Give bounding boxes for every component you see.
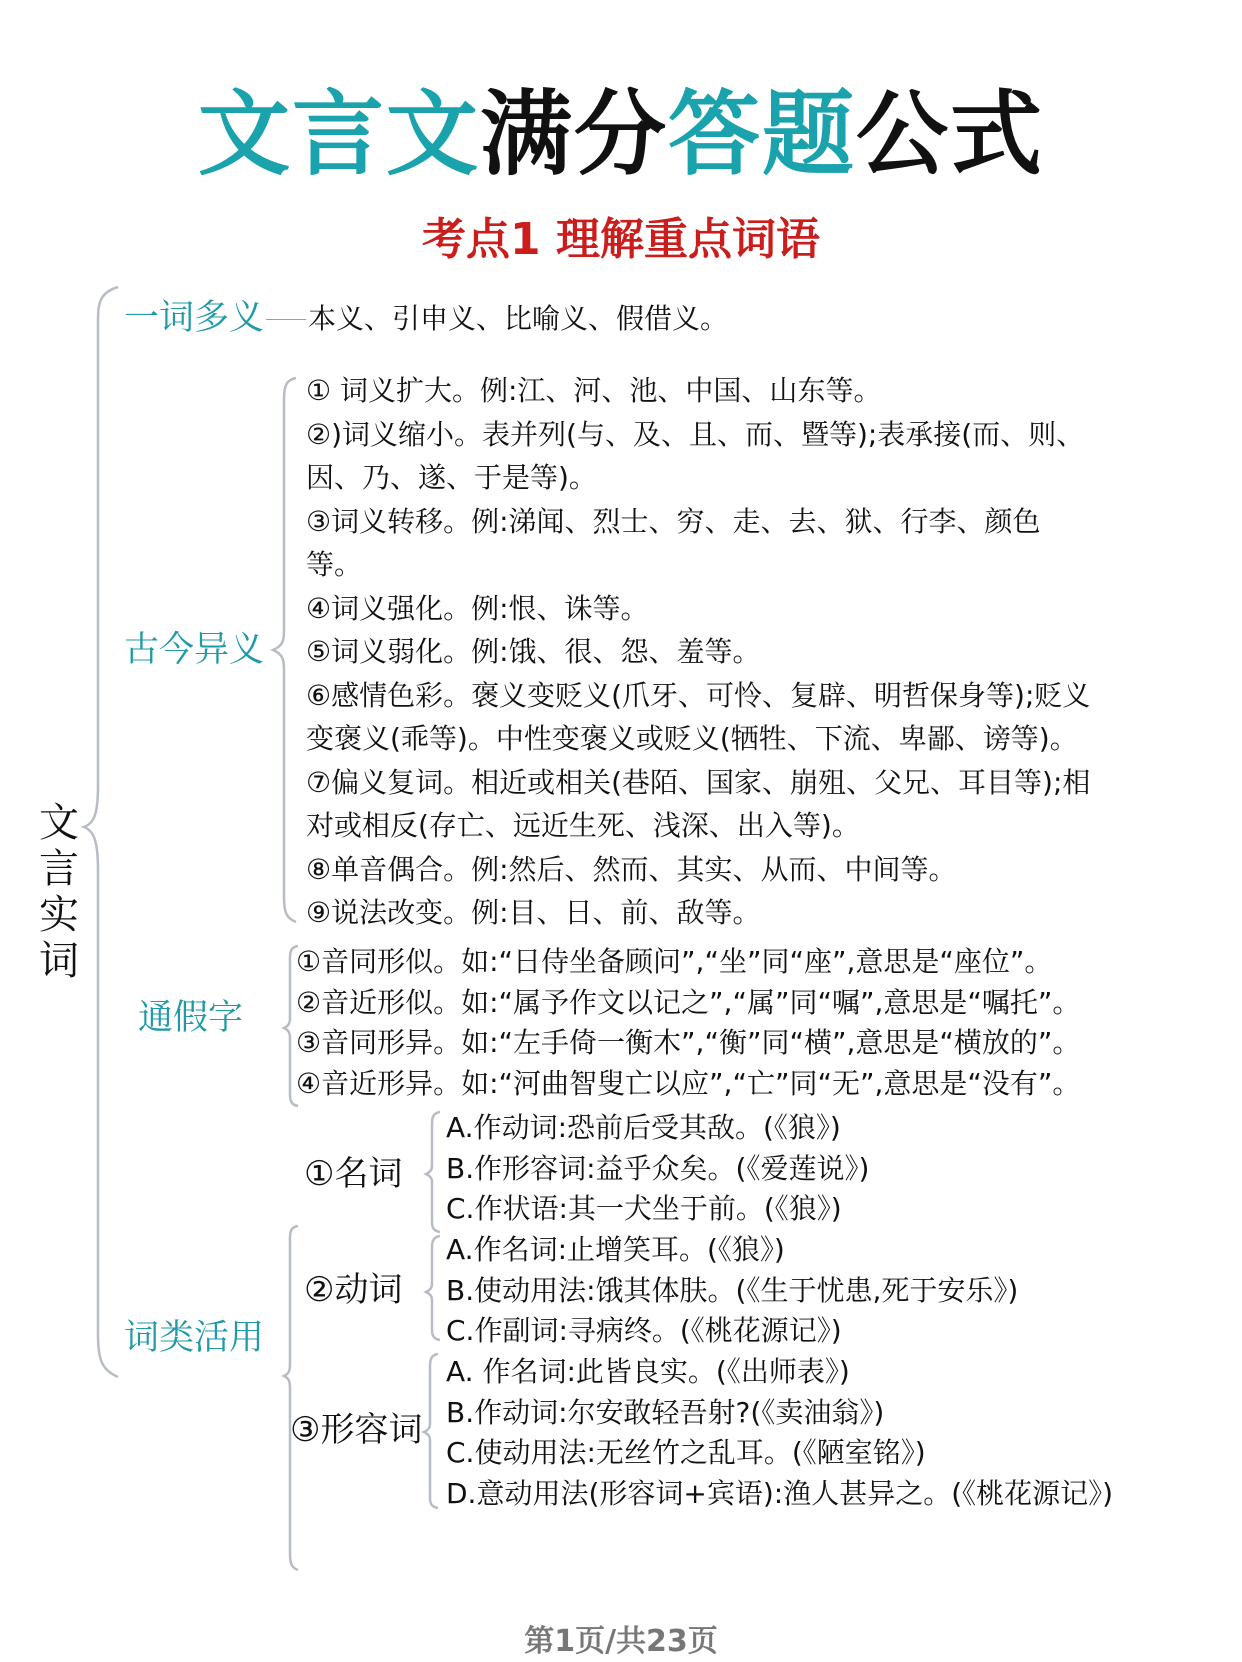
title-part: 文言文 [197,81,480,188]
list-item: ⑦偏义复词。相近或相关(巷陌、国家、崩殂、父兄、耳目等);相 [306,765,1091,799]
list-item: 对或相反(存亡、远近生死、浅深、出入等)。 [306,809,860,842]
title-part: 满分 [479,81,668,188]
list-item: 因、乃、遂、于是等)。 [306,461,597,494]
group-adjective-label: ③形容词 [290,1410,423,1450]
root-label [34,800,84,984]
list-item: ① 词义扩大。例:江、河、池、中国、山东等。 [306,374,882,407]
list-item: ②)词义缩小。表并列(与、及、且、而、暨等);表承接(而、则、 [306,417,1085,451]
list-item: ④词义强化。例:恨、诛等。 [306,591,649,625]
list-item: ⑨说法改变。例:目、日、前、敌等。 [306,896,761,929]
list-item: C.作副词:寻病终。(《桃花源记》) [446,1314,842,1347]
root-label-text: 文言实词 [39,800,79,984]
page-title [0,80,1242,190]
list-item: B.作动词:尔安敢轻吾射?(《卖油翁》) [446,1395,885,1429]
list-item: ⑥感情色彩。褒义变贬义(爪牙、可怜、复辟、明哲保身等);贬义 [306,678,1091,712]
noun-brace [424,1110,444,1235]
list-item: ③音同形异。如:“左手倚一衡木”,“衡”同“横”,意思是“横放的”。 [296,1026,1081,1059]
list-item: C.作状语:其一犬坐于前。(《狼》) [446,1192,842,1225]
root-brace [80,285,120,1385]
list-item: ②音近形似。如:“属予作文以记之”,“属”同“嘱”,意思是“嘱托”。 [296,985,1081,1019]
group-noun-label: ①名词 [304,1154,403,1194]
list-item: A.作动词:恐前后受其敌。(《狼》) [446,1111,841,1144]
connector-line [266,319,306,320]
title-part: 公式 [856,81,1045,188]
list-item: ④音近形异。如:“河曲智叟亡以应”,“亡”同“无”,意思是“没有”。 [296,1066,1081,1100]
list-item: 变褒义(乖等)。中性变褒义或贬义(牺牲、下流、卑鄙、谤等)。 [306,722,1078,755]
category-word-class: 词类活用 [124,1318,265,1358]
interchangeable-list [296,942,1080,1104]
page-subtitle: 考点1 理解重点词语 [422,214,820,265]
list-item: ⑧单音偶合。例:然后、然而、其实、从而、中间等。 [306,852,957,886]
list-item: ⑤词义弱化。例:饿、很、怨、羞等。 [306,635,761,668]
adjective-list [446,1352,1113,1514]
title-part: 答题 [668,81,857,188]
word-class-brace [282,1224,302,1574]
group-verb-label: ②动词 [304,1270,403,1310]
category-polysemy: 一词多义 [124,298,265,338]
ancient-modern-list [306,368,1090,934]
category-ancient-modern: 古今异义 [124,630,265,670]
verb-brace [424,1234,444,1344]
list-item: D.意动用法(形容词+宾语):渔人甚异之。(《桃花源记》) [446,1476,1114,1510]
adjective-brace [422,1352,442,1512]
ancient-modern-brace [270,376,300,926]
noun-list [446,1108,869,1230]
list-item: B.作形容词:益乎众矣。(《爱莲说》) [446,1151,870,1185]
list-item: 等。 [306,548,363,581]
list-item: A. 作名词:此皆良实。(《出师表》) [446,1355,850,1388]
list-item: C.使动用法:无丝竹之乱耳。(《陋室铭》) [446,1436,926,1469]
list-item: ③词义转移。例:涕闻、烈士、穷、走、去、狱、行李、颜色 [306,504,1041,538]
category-interchangeable: 通假字 [138,998,244,1038]
page-indicator: 第1页/共23页 [524,1624,718,1659]
polysemy-text: 本义、引申义、比喻义、假借义。 [308,302,729,335]
list-item: B.使动用法:饿其体肤。(《生于忧患,死于安乐》) [446,1273,1019,1307]
verb-list [446,1230,1018,1352]
list-item: ①音同形似。如:“日侍坐备顾问”,“坐”同“座”,意思是“座位”。 [296,945,1053,978]
list-item: A.作名词:止增笑耳。(《狼》) [446,1233,785,1266]
